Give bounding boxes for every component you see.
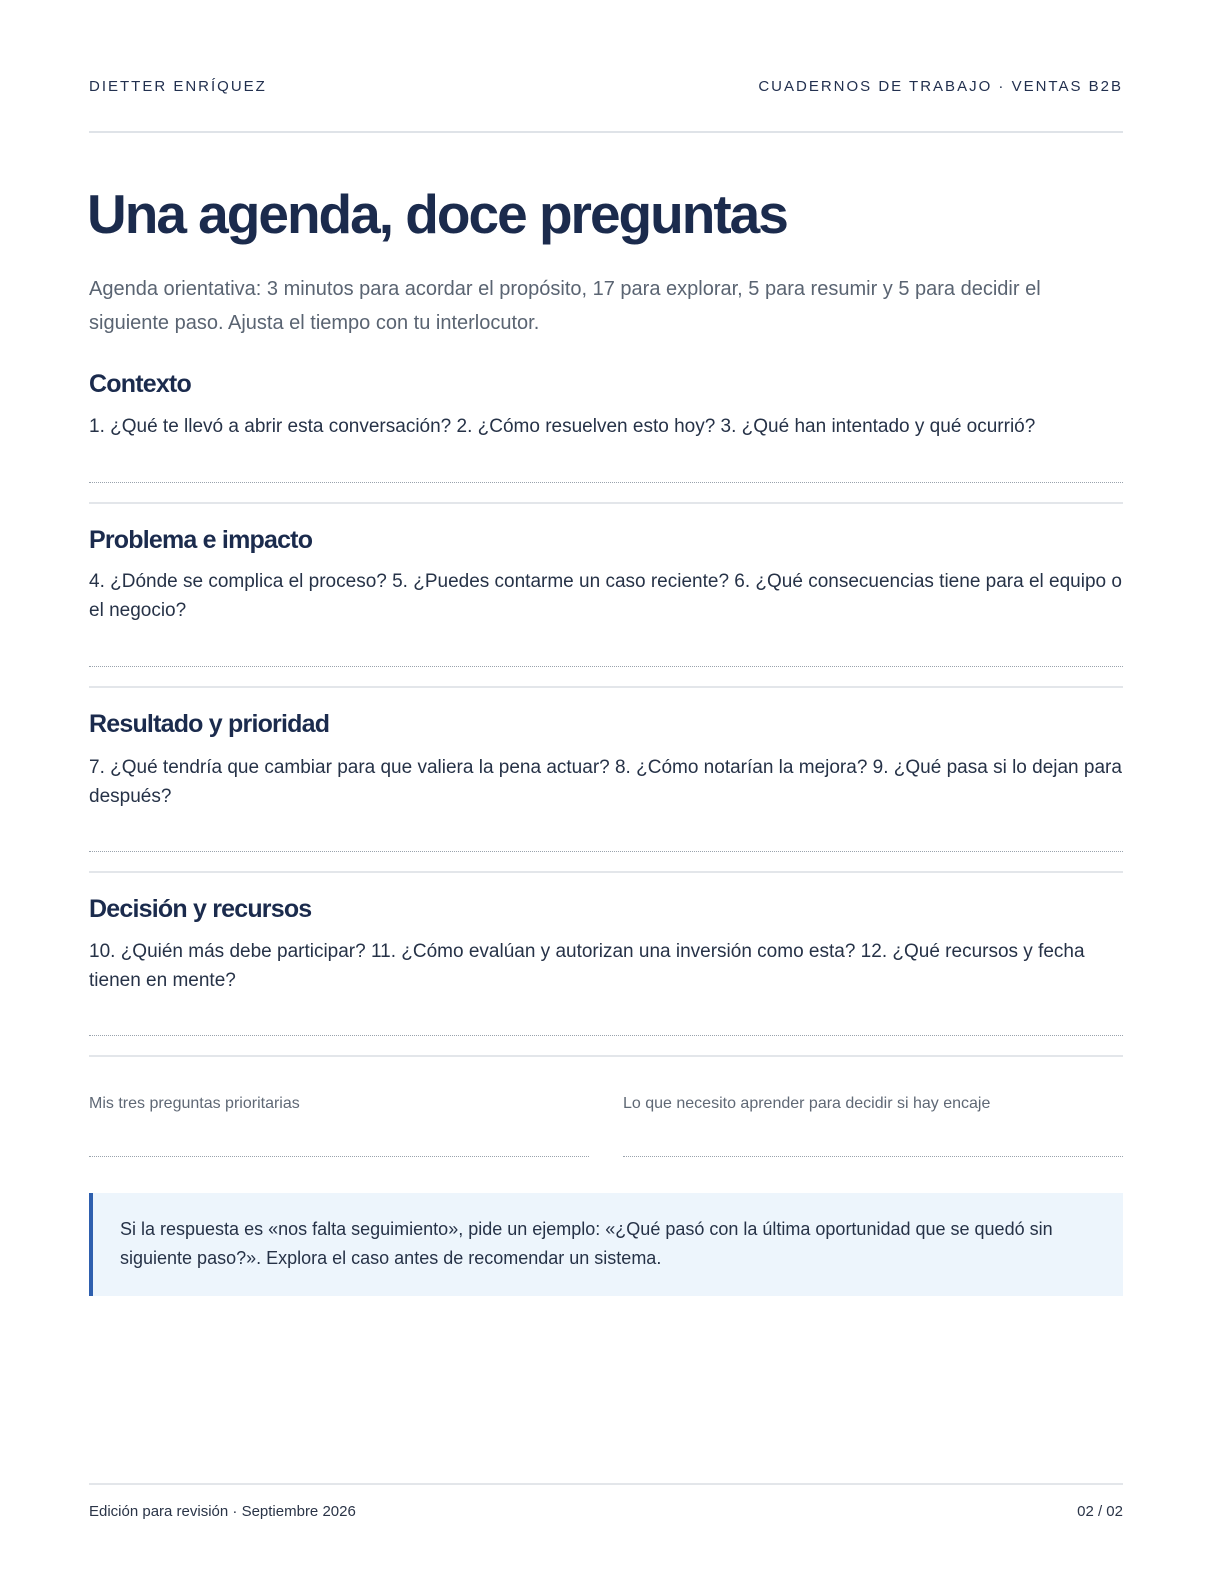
worksheet-page xyxy=(89,0,1123,1584)
callout-text: Si la respuesta es «nos falta seguimiento», pide un ejemplo: «¿Qué pasó con la última oportunidad que se quedó sin siguiente paso?». Explora el caso antes de recomendar un sistema. xyxy=(120,1219,1053,1268)
answer-line[interactable] xyxy=(89,482,1123,483)
section-divider xyxy=(89,1055,1123,1057)
edition-note: Edición para revisión · Septiembre 2026 xyxy=(89,1503,356,1520)
section-heading: Contexto xyxy=(89,370,191,398)
field-label: Mis tres preguntas prioritarias xyxy=(89,1095,300,1112)
header-divider xyxy=(89,131,1123,133)
field-line[interactable] xyxy=(623,1156,1123,1157)
section-divider xyxy=(89,686,1123,688)
tip-callout xyxy=(89,1193,1123,1296)
field-label: Lo que necesito aprender para decidir si hay encaje xyxy=(623,1095,991,1112)
series-name: CUADERNOS DE TRABAJO · VENTAS B2B xyxy=(758,78,1123,95)
section-heading: Problema e impacto xyxy=(89,526,313,554)
fit-learning-field[interactable] xyxy=(623,1095,1123,1159)
priority-questions-field[interactable] xyxy=(89,1095,589,1159)
section-heading: Decisión y recursos xyxy=(89,895,312,923)
section-questions: 10. ¿Quién más debe participar? 11. ¿Cómo evalúan y autorizan una inversión como esta? 12. ¿Qué recursos y fecha tienen en mente? xyxy=(89,941,1085,991)
section-heading: Resultado y prioridad xyxy=(89,710,330,738)
section-questions: 7. ¿Qué tendría que cambiar para que valiera la pena actuar? 8. ¿Cómo notarían la mejora? 9. ¿Qué pasa si lo dejan para después? xyxy=(89,757,1122,807)
field-line[interactable] xyxy=(89,1156,589,1157)
page-footer xyxy=(89,1503,1123,1523)
page-header xyxy=(89,78,1123,100)
section-divider xyxy=(89,871,1123,873)
agenda-intro: Agenda orientativa: 3 minutos para acordar el propósito, 17 para explorar, 5 para resumir y 5 para decidir el siguiente paso. Ajusta el tiempo con tu interlocutor. xyxy=(89,278,1041,334)
answer-line[interactable] xyxy=(89,666,1123,667)
section-questions: 1. ¿Qué te llevó a abrir esta conversación? 2. ¿Cómo resuelven esto hoy? 3. ¿Qué han intentado y qué ocurrió? xyxy=(89,416,1036,437)
answer-line[interactable] xyxy=(89,851,1123,852)
answer-line[interactable] xyxy=(89,1035,1123,1036)
page-number: 02 / 02 xyxy=(1077,1503,1123,1520)
author-name: DIETTER ENRÍQUEZ xyxy=(89,78,267,95)
section-questions: 4. ¿Dónde se complica el proceso? 5. ¿Puedes contarme un caso reciente? 6. ¿Qué consecuencias tiene para el equipo o el negocio? xyxy=(89,571,1122,621)
footer-divider xyxy=(89,1483,1123,1485)
section-divider xyxy=(89,502,1123,504)
page-title: Una agenda, doce preguntas xyxy=(87,183,787,245)
